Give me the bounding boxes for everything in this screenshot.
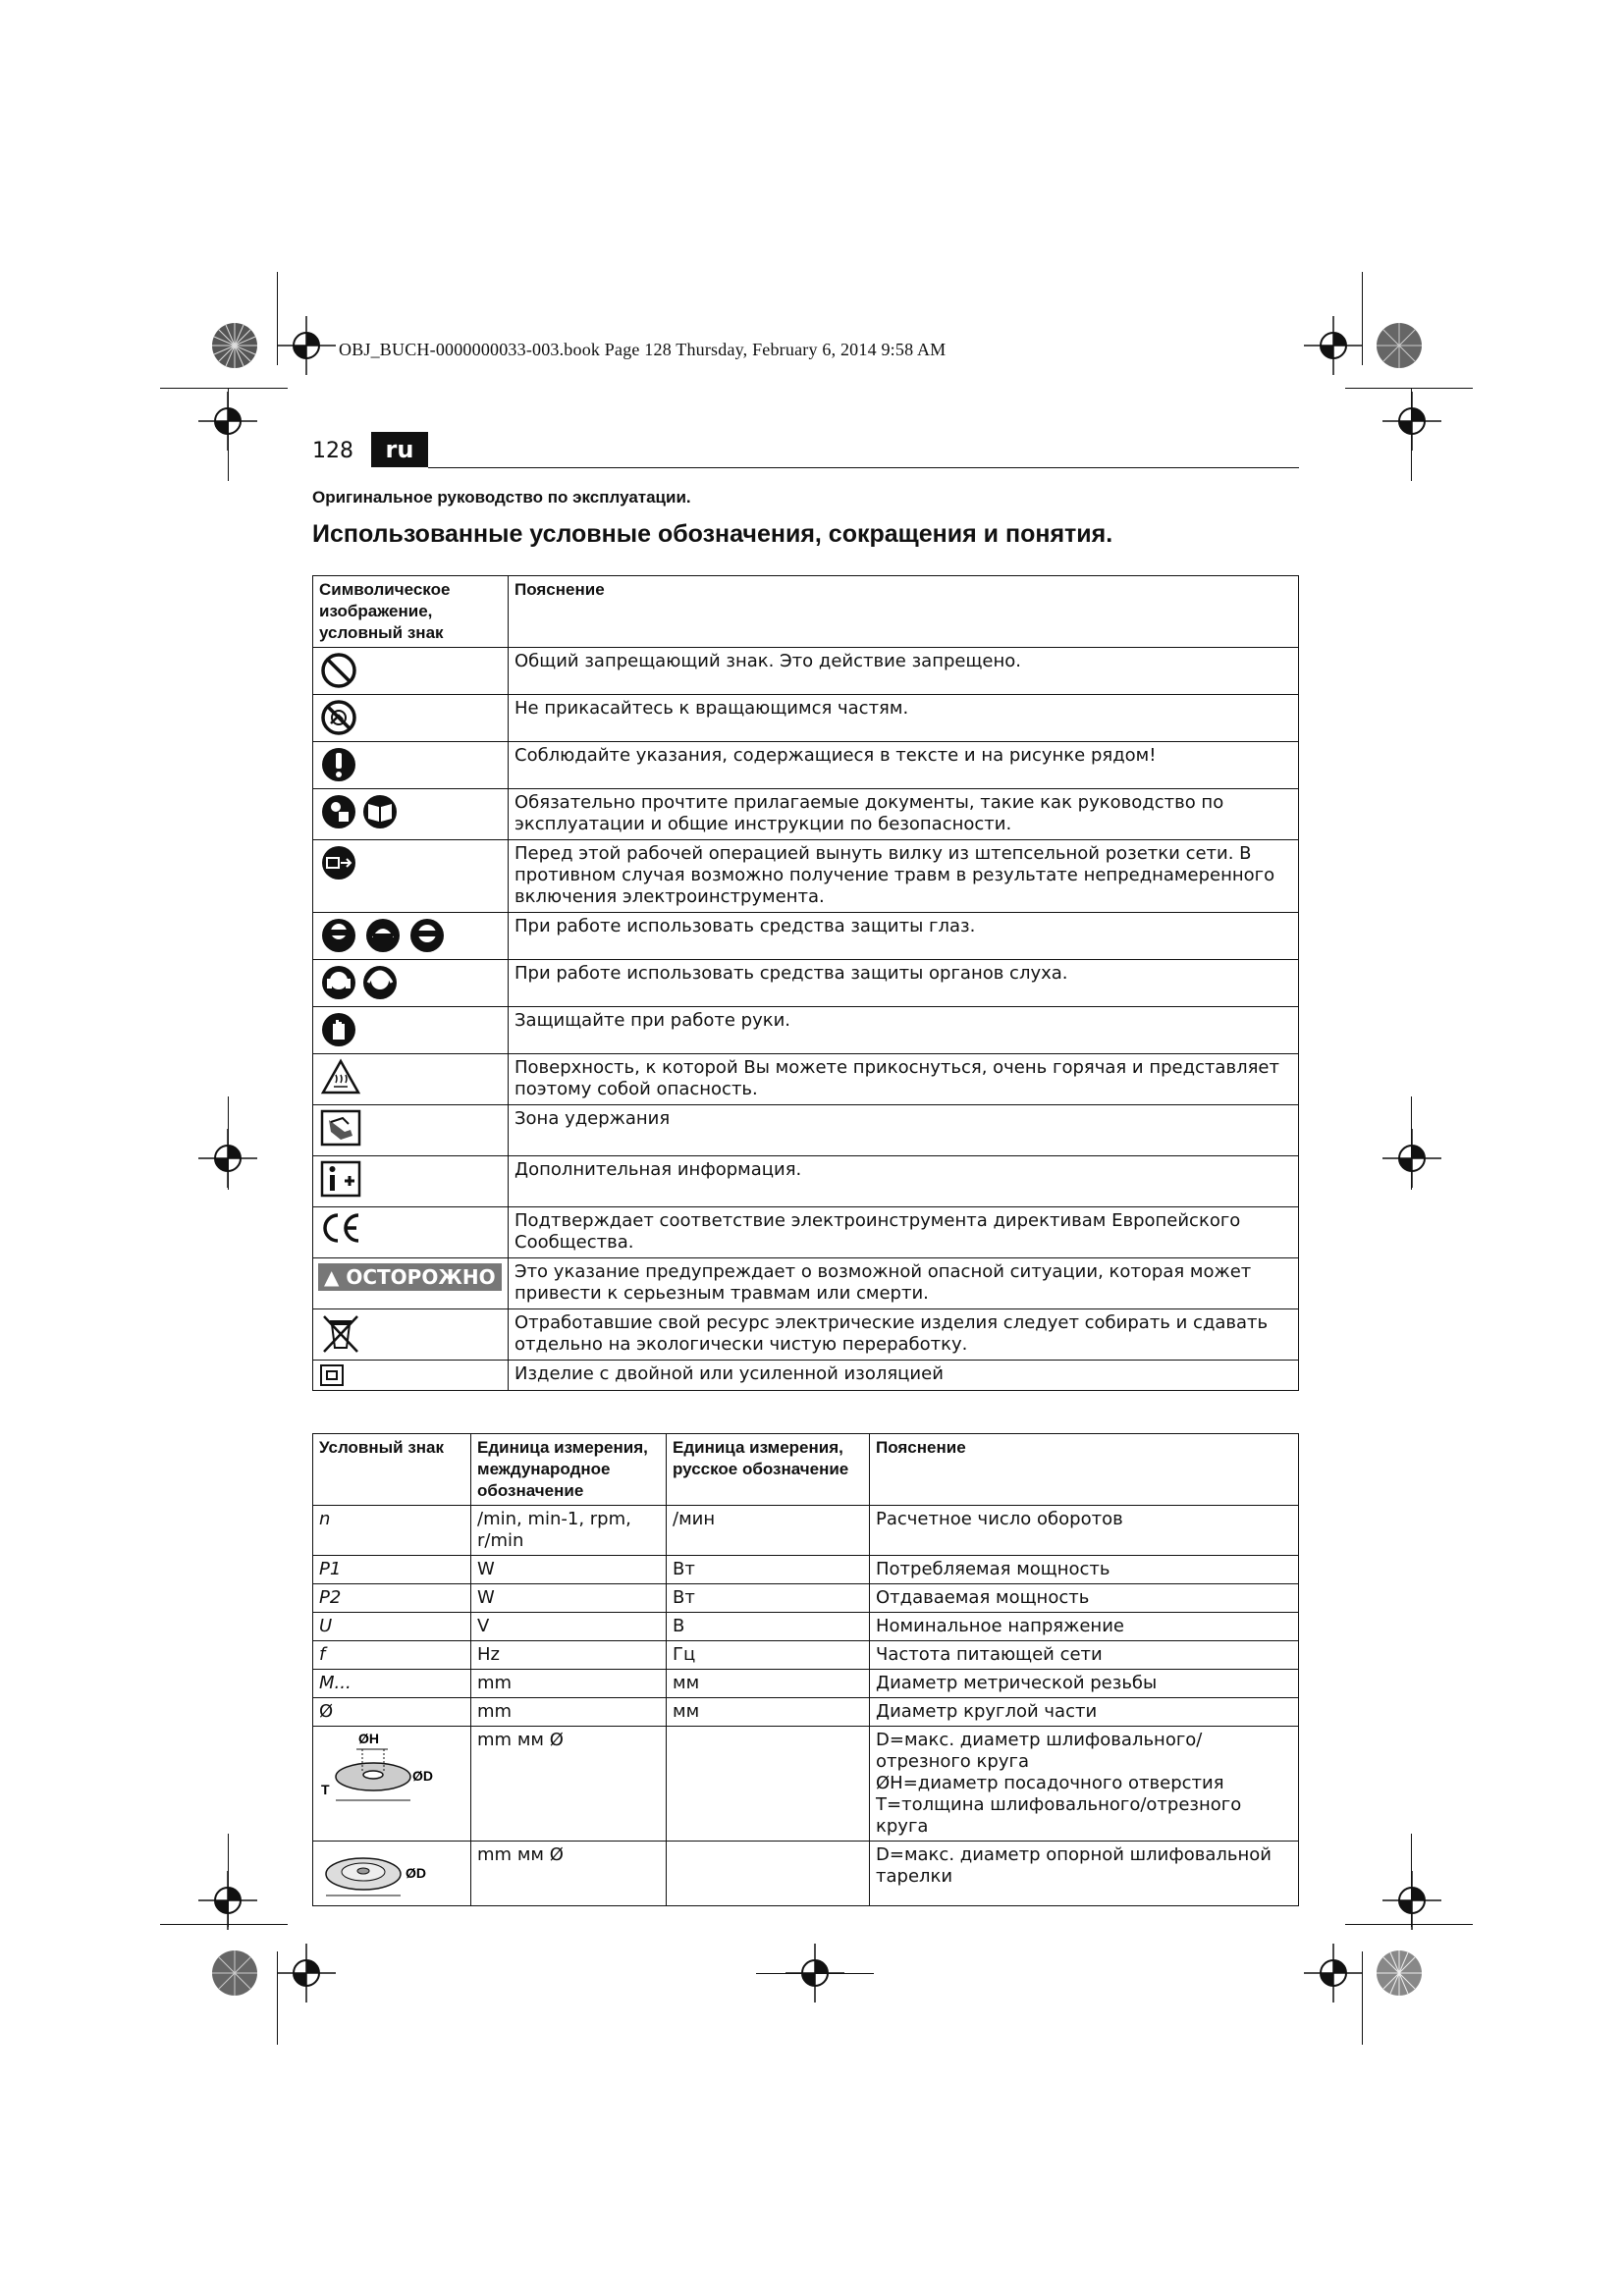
units-table xyxy=(312,1433,1299,1906)
table-row xyxy=(313,1584,1299,1613)
cell-unit-ru: Вт xyxy=(667,1556,870,1584)
cell-explanation: Диаметр метрической резьбы xyxy=(870,1670,1299,1698)
warning-badge: ▲ ОСТОРОЖНО xyxy=(318,1263,502,1291)
registration-crosshair-icon xyxy=(1304,316,1363,375)
row-text: Перед этой рабочей операцией вынуть вилку из штепсельной розетки сети. В противном случая возможно получение травм в результате непреднамеренного включения электроинструмента. xyxy=(509,840,1299,913)
cell-unit-intl: W xyxy=(471,1584,667,1613)
cell-unit-intl: V xyxy=(471,1613,667,1641)
backing-pad-figure xyxy=(319,1844,437,1901)
table-row xyxy=(313,1105,1299,1156)
cell-unit-intl: mm мм Ø xyxy=(471,1727,667,1842)
table-row xyxy=(313,913,1299,960)
cell-explanation: Потребляемая мощность xyxy=(870,1556,1299,1584)
warning-triangle-icon: ▲ xyxy=(324,1265,340,1289)
table-row xyxy=(313,1727,1299,1842)
row-text: Общий запрещающий знак. Это действие запрещено. xyxy=(509,648,1299,695)
registration-crosshair-icon xyxy=(198,1871,257,1930)
table-row xyxy=(313,1506,1299,1556)
explanation-line: D=макс. диаметр шлифовального/отрезного круга xyxy=(876,1730,1203,1772)
explanation-line: D=макс. диаметр опорной шлифовальной тарелки xyxy=(876,1844,1272,1887)
cell-unit-intl: mm xyxy=(471,1670,667,1698)
registration-crosshair-icon xyxy=(1382,392,1441,451)
row-text: Соблюдайте указания, содержащиеся в тексте и на рисунке рядом! xyxy=(509,742,1299,789)
disc-dimensions-figure xyxy=(319,1730,437,1808)
row-text: Это указание предупреждает о возможной опасной ситуации, которая может привести к серьезным травмам или смерти. xyxy=(509,1258,1299,1309)
color-rosette-icon xyxy=(1375,1949,1424,1998)
header-rule xyxy=(428,467,1299,468)
cell-unit-ru xyxy=(667,1727,870,1842)
ce-mark-icon xyxy=(319,1210,362,1246)
table-row xyxy=(313,1156,1299,1207)
hand-protection-icon xyxy=(319,1010,358,1049)
registration-crosshair-icon xyxy=(1304,1944,1363,2002)
cell-unit-ru xyxy=(667,1842,870,1906)
color-rosette-icon xyxy=(210,321,259,370)
fig-label-t: T xyxy=(321,1782,330,1797)
table-row xyxy=(313,1361,1299,1391)
table-row xyxy=(313,1842,1299,1906)
language-badge: ru xyxy=(371,432,428,467)
prohibition-icon xyxy=(319,651,358,690)
cell-unit-ru: В xyxy=(667,1613,870,1641)
ear-protection-icon xyxy=(319,963,413,1002)
registration-crosshair-icon xyxy=(198,1129,257,1188)
row-text: При работе использовать средства защиты глаз. xyxy=(509,913,1299,960)
cell-unit-intl: Hz xyxy=(471,1641,667,1670)
hot-surface-icon xyxy=(319,1057,362,1096)
cell-explanation: Частота питающей сети xyxy=(870,1641,1299,1670)
table-row xyxy=(313,1698,1299,1727)
table-row xyxy=(313,1007,1299,1054)
eye-protection-icon xyxy=(319,916,457,955)
cell-explanation xyxy=(870,1727,1299,1842)
table-row xyxy=(313,1054,1299,1105)
cell-explanation: Отдаваемая мощность xyxy=(870,1584,1299,1613)
cell-symbol: n xyxy=(313,1506,471,1556)
table-row xyxy=(313,1207,1299,1258)
row-text: Подтверждает соответствие электроинструмента директивам Европейского Сообщества. xyxy=(509,1207,1299,1258)
table-header-row xyxy=(313,576,1299,648)
cell-explanation: Диаметр круглой части xyxy=(870,1698,1299,1727)
cell-symbol: P2 xyxy=(313,1584,471,1613)
registration-crosshair-icon xyxy=(198,392,257,451)
color-rosette-icon xyxy=(210,1949,259,1998)
cell-unit-intl: mm мм Ø xyxy=(471,1842,667,1906)
cell-explanation: Расчетное число оборотов xyxy=(870,1506,1299,1556)
no-touch-rotating-parts-icon xyxy=(319,698,358,737)
cell-symbol: f xyxy=(313,1641,471,1670)
header-unit-intl: Единица измерения, международное обозначение xyxy=(471,1434,667,1506)
table-row xyxy=(313,840,1299,913)
row-text: Отработавшие свой ресурс электрические изделия следует собирать и сдавать отдельно на экологически чистую переработку. xyxy=(509,1309,1299,1361)
table-row xyxy=(313,1613,1299,1641)
row-text: Защищайте при работе руки. xyxy=(509,1007,1299,1054)
table-row xyxy=(313,648,1299,695)
crop-line xyxy=(756,1973,874,1974)
registration-crosshair-icon xyxy=(1382,1129,1441,1188)
table-row xyxy=(313,1556,1299,1584)
registration-crosshair-icon xyxy=(1382,1871,1441,1930)
row-text: Зона удержания xyxy=(509,1105,1299,1156)
header-symbol: Символическое изображение, условный знак xyxy=(313,576,509,648)
row-text: Изделие с двойной или усиленной изоляцией xyxy=(509,1361,1299,1391)
table-header-row xyxy=(313,1434,1299,1506)
cell-explanation xyxy=(870,1842,1299,1906)
row-text: Не прикасайтесь к вращающимся частям. xyxy=(509,695,1299,742)
explanation-line: ØH=диаметр посадочного отверстия xyxy=(876,1773,1224,1793)
table-row xyxy=(313,1641,1299,1670)
row-text: Обязательно прочтите прилагаемые документы, такие как руководство по эксплуатации и общие инструкции по безопасности. xyxy=(509,789,1299,840)
exclamation-icon xyxy=(319,745,358,784)
table-row xyxy=(313,742,1299,789)
registration-crosshair-icon xyxy=(277,316,336,375)
wee-bin-icon xyxy=(319,1312,362,1356)
cell-unit-intl: mm xyxy=(471,1698,667,1727)
fig-label-od: ØD xyxy=(406,1865,426,1881)
cell-unit-ru: Вт xyxy=(667,1584,870,1613)
cell-explanation: Номинальное напряжение xyxy=(870,1613,1299,1641)
row-text: Поверхность, к которой Вы можете прикоснуться, очень горячая и представляет поэтому собой опасность. xyxy=(509,1054,1299,1105)
cell-unit-ru: /мин xyxy=(667,1506,870,1556)
explanation-line: T=толщина шлифовального/отрезного круга xyxy=(876,1794,1242,1837)
table-row xyxy=(313,960,1299,1007)
cell-symbol: Ø xyxy=(313,1698,471,1727)
color-rosette-icon xyxy=(1375,321,1424,370)
cell-symbol: U xyxy=(313,1613,471,1641)
header-symbol: Условный знак xyxy=(313,1434,471,1506)
book-info-line: OBJ_BUCH-0000000033-003.book Page 128 Thursday, February 6, 2014 9:58 AM xyxy=(339,340,947,359)
cell-unit-intl: /min, min-1, rpm, r/min xyxy=(471,1506,667,1556)
cell-unit-ru: мм xyxy=(667,1670,870,1698)
unplug-icon xyxy=(319,843,358,882)
page-number: 128 xyxy=(312,439,353,463)
fig-label-od: ØD xyxy=(412,1768,433,1784)
table-row xyxy=(313,1258,1299,1309)
double-insulation-icon xyxy=(319,1363,345,1387)
fig-label-oh: ØH xyxy=(358,1731,379,1746)
page-title: Использованные условные обозначения, сокращения и понятия. xyxy=(312,520,1113,548)
symbols-table xyxy=(312,575,1299,1391)
cell-symbol: P1 xyxy=(313,1556,471,1584)
header-explanation: Пояснение xyxy=(870,1434,1299,1506)
row-text: Дополнительная информация. xyxy=(509,1156,1299,1207)
subtitle: Оригинальное руководство по эксплуатации. xyxy=(312,488,691,507)
cell-unit-intl: W xyxy=(471,1556,667,1584)
cell-unit-ru: мм xyxy=(667,1698,870,1727)
table-row xyxy=(313,1670,1299,1698)
cell-unit-ru: Гц xyxy=(667,1641,870,1670)
read-manual-icon xyxy=(319,792,413,831)
table-row xyxy=(313,1309,1299,1361)
cell-symbol: M... xyxy=(313,1670,471,1698)
table-row xyxy=(313,789,1299,840)
header-unit-ru: Единица измерения, русское обозначение xyxy=(667,1434,870,1506)
registration-crosshair-icon xyxy=(277,1944,336,2002)
table-row xyxy=(313,695,1299,742)
grip-area-icon xyxy=(319,1108,362,1148)
row-text: При работе использовать средства защиты органов слуха. xyxy=(509,960,1299,1007)
info-icon xyxy=(319,1159,362,1199)
header-explanation: Пояснение xyxy=(509,576,1299,648)
